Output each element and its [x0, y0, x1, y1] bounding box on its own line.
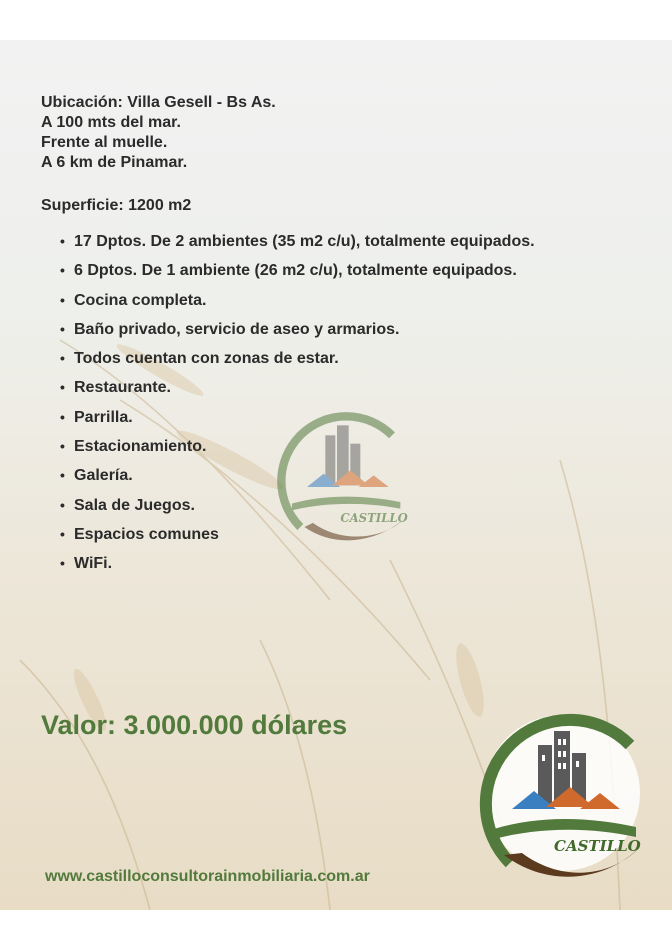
feature-item: • Restaurante. [41, 373, 651, 402]
website-link[interactable]: www.castilloconsultorainmobiliaria.com.ar [45, 868, 370, 885]
feature-item: • Baño privado, servicio de aseo y armarios. [41, 315, 651, 344]
bullet-icon: • [60, 496, 65, 513]
location-line: Frente al muelle. [41, 134, 168, 151]
bullet-icon: • [60, 555, 65, 572]
location-line: Ubicación: Villa Gesell - Bs As. [41, 94, 276, 111]
bullet-icon: • [60, 379, 65, 396]
feature-item: • 17 Dptos. De 2 ambientes (35 m2 c/u), totalmente equipados. [41, 227, 651, 256]
bullet-icon: • [60, 320, 65, 337]
feature-item: • Estacionamiento. [41, 432, 651, 461]
bullet-icon: • [60, 525, 65, 542]
location-line: A 6 km de Pinamar. [41, 154, 188, 171]
location-line: A 100 mts del mar. [41, 114, 181, 131]
castillo-logo-watermark [262, 402, 422, 552]
feature-item: • Galería. [41, 461, 651, 490]
feature-item: • Todos cuentan con zonas de estar. [41, 344, 651, 373]
feature-item: • WiFi. [41, 549, 651, 578]
bullet-icon: • [60, 350, 65, 367]
bullet-icon: • [60, 262, 65, 279]
bullet-icon: • [60, 408, 65, 425]
price: Valor: 3.000.000 dólares [41, 710, 348, 740]
feature-item: • Espacios comunes [41, 520, 651, 549]
bullet-icon: • [60, 233, 65, 249]
document-page [0, 40, 672, 910]
castillo-logo [470, 705, 650, 885]
logo-brand-text: CASTILLO [554, 837, 641, 855]
feature-item: • Parrilla. [41, 403, 651, 432]
feature-item: • 6 Dptos. De 1 ambiente (26 m2 c/u), totalmente equipados. [41, 256, 651, 285]
surface-area: Superficie: 1200 m2 [41, 197, 192, 214]
logo-brand-text: CASTILLO [340, 511, 408, 525]
bullet-icon: • [60, 291, 65, 308]
feature-item: • Cocina completa. [41, 286, 651, 315]
bullet-icon: • [60, 438, 65, 455]
bullet-icon: • [60, 467, 65, 484]
feature-item: • Sala de Juegos. [41, 491, 651, 520]
